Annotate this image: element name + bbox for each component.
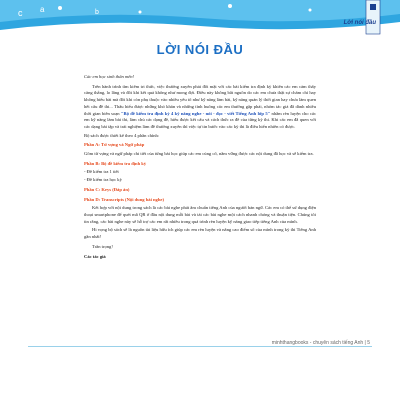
intro-text-after: nhằm rèn luyện cho các em kỹ năng làm bài thi, làm chủ các dạng đề, hiểu được kết cấu và cách thức ra đề của từng kỳ thi. Khi các em đã quen với các dạng bài tập và trải nghiệm làm đề thường xuyên thì việc tự tin bước vào các kỳ thi là điều hiển nhiên có được. bbox=[84, 110, 316, 129]
closing-paragraph: Hi vọng bộ sách sẽ là nguồn tài liệu hữu ích giúp các em rèn luyện và nâng cao điểm số của mình trong kỳ thi Tiếng Anh gần nhất! bbox=[84, 227, 316, 240]
intro-paragraph bbox=[84, 84, 316, 131]
structure-intro: Bộ sách được thiết kế theo 4 phần chính: bbox=[84, 132, 160, 138]
thanks-line: Trân trọng! bbox=[92, 243, 113, 249]
section-heading-part-a: Phần A: Từ vựng và Ngữ pháp bbox=[84, 142, 145, 148]
page-footer bbox=[0, 340, 400, 352]
section-heading-part-b: Phần B: Bộ đề kiểm tra định kỳ bbox=[84, 160, 147, 166]
header-banner-graphic bbox=[0, 0, 400, 40]
intro-text-before: Trên hành trình tìm kiếm tri thức, việc thường xuyên phải đối mặt với các bài kiểm tra định kỳ khiến các em cảm thấy căng thẳng, lo lắng và đôi khi kết quả không như mong đợi. Điều này không bắt nguồn do các em chưa thật sự chăm chỉ hay không hiểu bài mà đôi khi còn phụ thuộc vào nhiều yếu tố như kỹ năng làm bài, kỹ năng quản lý thời gian hay chưa làm quen hết cấu đề thi... Thấu hiểu được những khó khăn và những tình huống các em thường gặp phải, nhóm tác giả đã dành nhiều thời gian biên soạn bbox=[84, 83, 316, 116]
svg-text:b: b bbox=[95, 9, 99, 16]
page-title: LỜI NÓI ĐẦU bbox=[156, 42, 244, 57]
greeting: Các em học sinh thân mến! bbox=[84, 74, 135, 79]
section-heading-part-d: Phần D: Transcripts (Nội dung bài nghe) bbox=[84, 196, 164, 202]
section-heading-part-c: Phần C: Keys (Đáp án) bbox=[84, 186, 130, 192]
corner-section-label: Lời nói đầu bbox=[343, 20, 376, 26]
footer-rule bbox=[28, 346, 372, 347]
svg-text:c: c bbox=[18, 8, 23, 18]
body-text bbox=[84, 74, 316, 263]
part-b-bullet: - Đề kiểm tra 1 tiết bbox=[84, 169, 119, 175]
book-title-highlight: "Bộ đề kiểm tra định kỳ 4 kỹ năng nghe - nói - đọc - viết Tiếng Anh lớp 5" bbox=[120, 110, 271, 116]
header-decoration bbox=[0, 0, 400, 40]
footer-text: minhthangbooks - chuyên sách tiếng Anh | 5 bbox=[268, 340, 370, 346]
signature: Các tác giả bbox=[84, 254, 106, 260]
part-d-text: Kết hợp với nội dung trong sách là các bài nghe phát âm chuẩn tiếng Anh của người bản ngữ. Các em có thể sử dụng điện thoại smartphone để quét mã QR ở đầu nội dung mỗi bài và tải các bài nghe một cách nhanh chóng và thuận tiện. Chúng tôi tin rằng, các bài nghe này sẽ hỗ trợ các em rất nhiều trong quá trình rèn luyện kỹ năng giao tiếp tiếng Anh của mình. bbox=[84, 205, 316, 224]
part-b-bullet: - Đề kiểm tra học kỳ bbox=[84, 177, 122, 183]
part-a-text: Gồm từ vựng và ngữ pháp chi tiết của từng bài học giúp các em củng cố, nắm vững được các nội dung đã học và sẽ kiểm tra. bbox=[84, 151, 314, 157]
svg-text:a: a bbox=[40, 5, 45, 14]
